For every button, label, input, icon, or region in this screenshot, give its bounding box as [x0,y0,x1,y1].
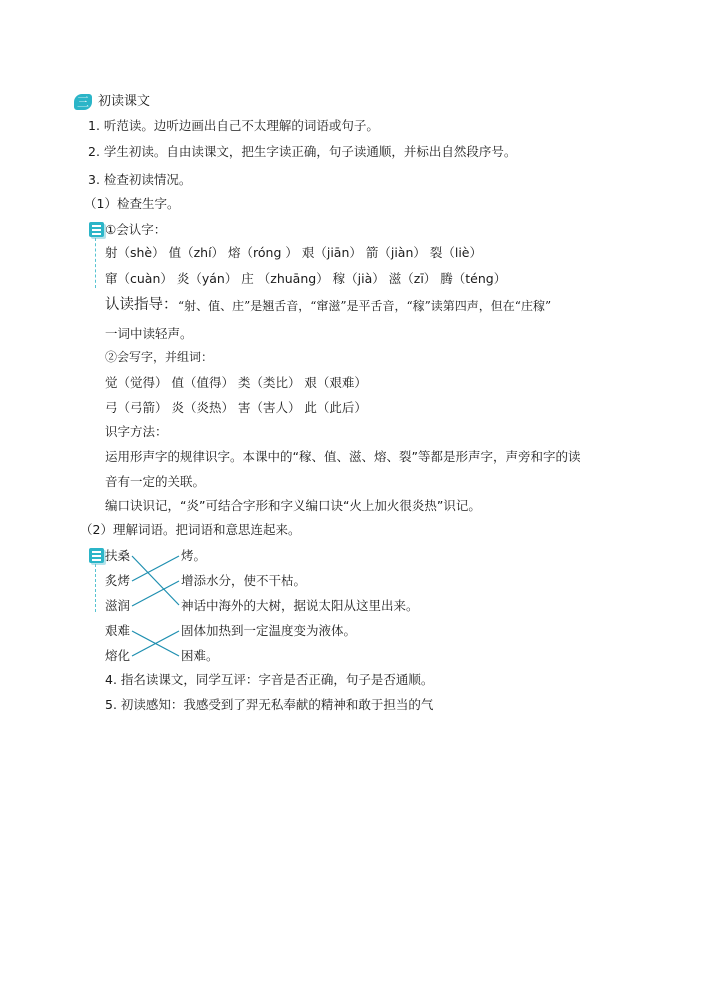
word-fusang: 扶桑 [105,548,131,563]
write-row-1: 觉（觉得） 值（值得） 类（类比） 艰（艰难） [105,375,367,390]
meaning-5: 困难。 [181,648,219,663]
meaning-3: 神话中海外的大树，据说太阳从这里出来。 [181,598,419,613]
link-fusang [132,556,179,605]
method-title: 识字方法： [105,424,168,439]
link-zhikao [132,556,179,581]
guide-text: “射、值、庄”是翘舌音，“窜滋”是平舌音，“稼”读第四声，但在“庄稼” [178,299,552,313]
recognize-title: ①会认字： [105,222,167,237]
recognize-row-1: 射（shè） 值（zhí） 熔（róng ） 艰（jiān） 箭（jiàn） 裂（liè） [105,245,482,260]
guide-label: 认读指导： [105,297,178,313]
meaning-1: 烤。 [181,548,207,563]
meaning-2: 增添水分，使不干枯。 [181,573,307,588]
word-zirun: 滋润 [105,598,131,613]
sub1-title: （1）检查生字。 [84,196,180,211]
sub2-title: （2）理解词语。把词语和意思连起来。 [80,522,301,537]
method-text-3: 编口诀识记，“炎”可结合字形和字义编口诀“火上加火很炎热”识记。 [105,498,481,513]
guide-text-2: 一词中读轻声。 [105,326,193,341]
method-text-1: 运用形声字的规律识字。本课中的“稼、值、滋、熔、裂”等都是形声字，声旁和字的读 [105,449,581,464]
step-2: 2. 学生初读。自由读课文，把生字读正确，句子读通顺，并标出自然段序号。 [88,144,517,159]
step-1: 1. 听范读。边听边画出自己不太理解的词语或句子。 [88,118,379,133]
link-zirun [132,581,179,606]
section-badge: 三 [74,94,92,110]
recognize-row-2: 窜（cuàn） 炎（yán） 庄 （zhuāng） 稼（jià） 滋（zī） 腾（téng） [105,271,507,286]
meaning-4: 固体加热到一定温度变为液体。 [181,623,357,638]
write-title: ②会写字，并组词： [105,350,214,364]
step-3: 3. 检查初读情况。 [88,172,192,187]
method-text-2: 音有一定的关联。 [105,474,206,489]
step-5: 5. 初读感知：我感受到了羿无私奉献的精神和敢于担当的气 [105,697,434,712]
step-4: 4. 指名读课文，同学互评：字音是否正确，句子是否通顺。 [105,672,434,687]
word-jiannan: 艰难 [105,623,131,638]
write-row-2: 弓（弓箭） 炎（炎热） 害（害人） 此（此后） [105,400,367,415]
section-title: 初读课文 [98,94,151,109]
word-ronghua: 熔化 [105,648,131,663]
word-zhikao: 炙烤 [105,573,131,588]
